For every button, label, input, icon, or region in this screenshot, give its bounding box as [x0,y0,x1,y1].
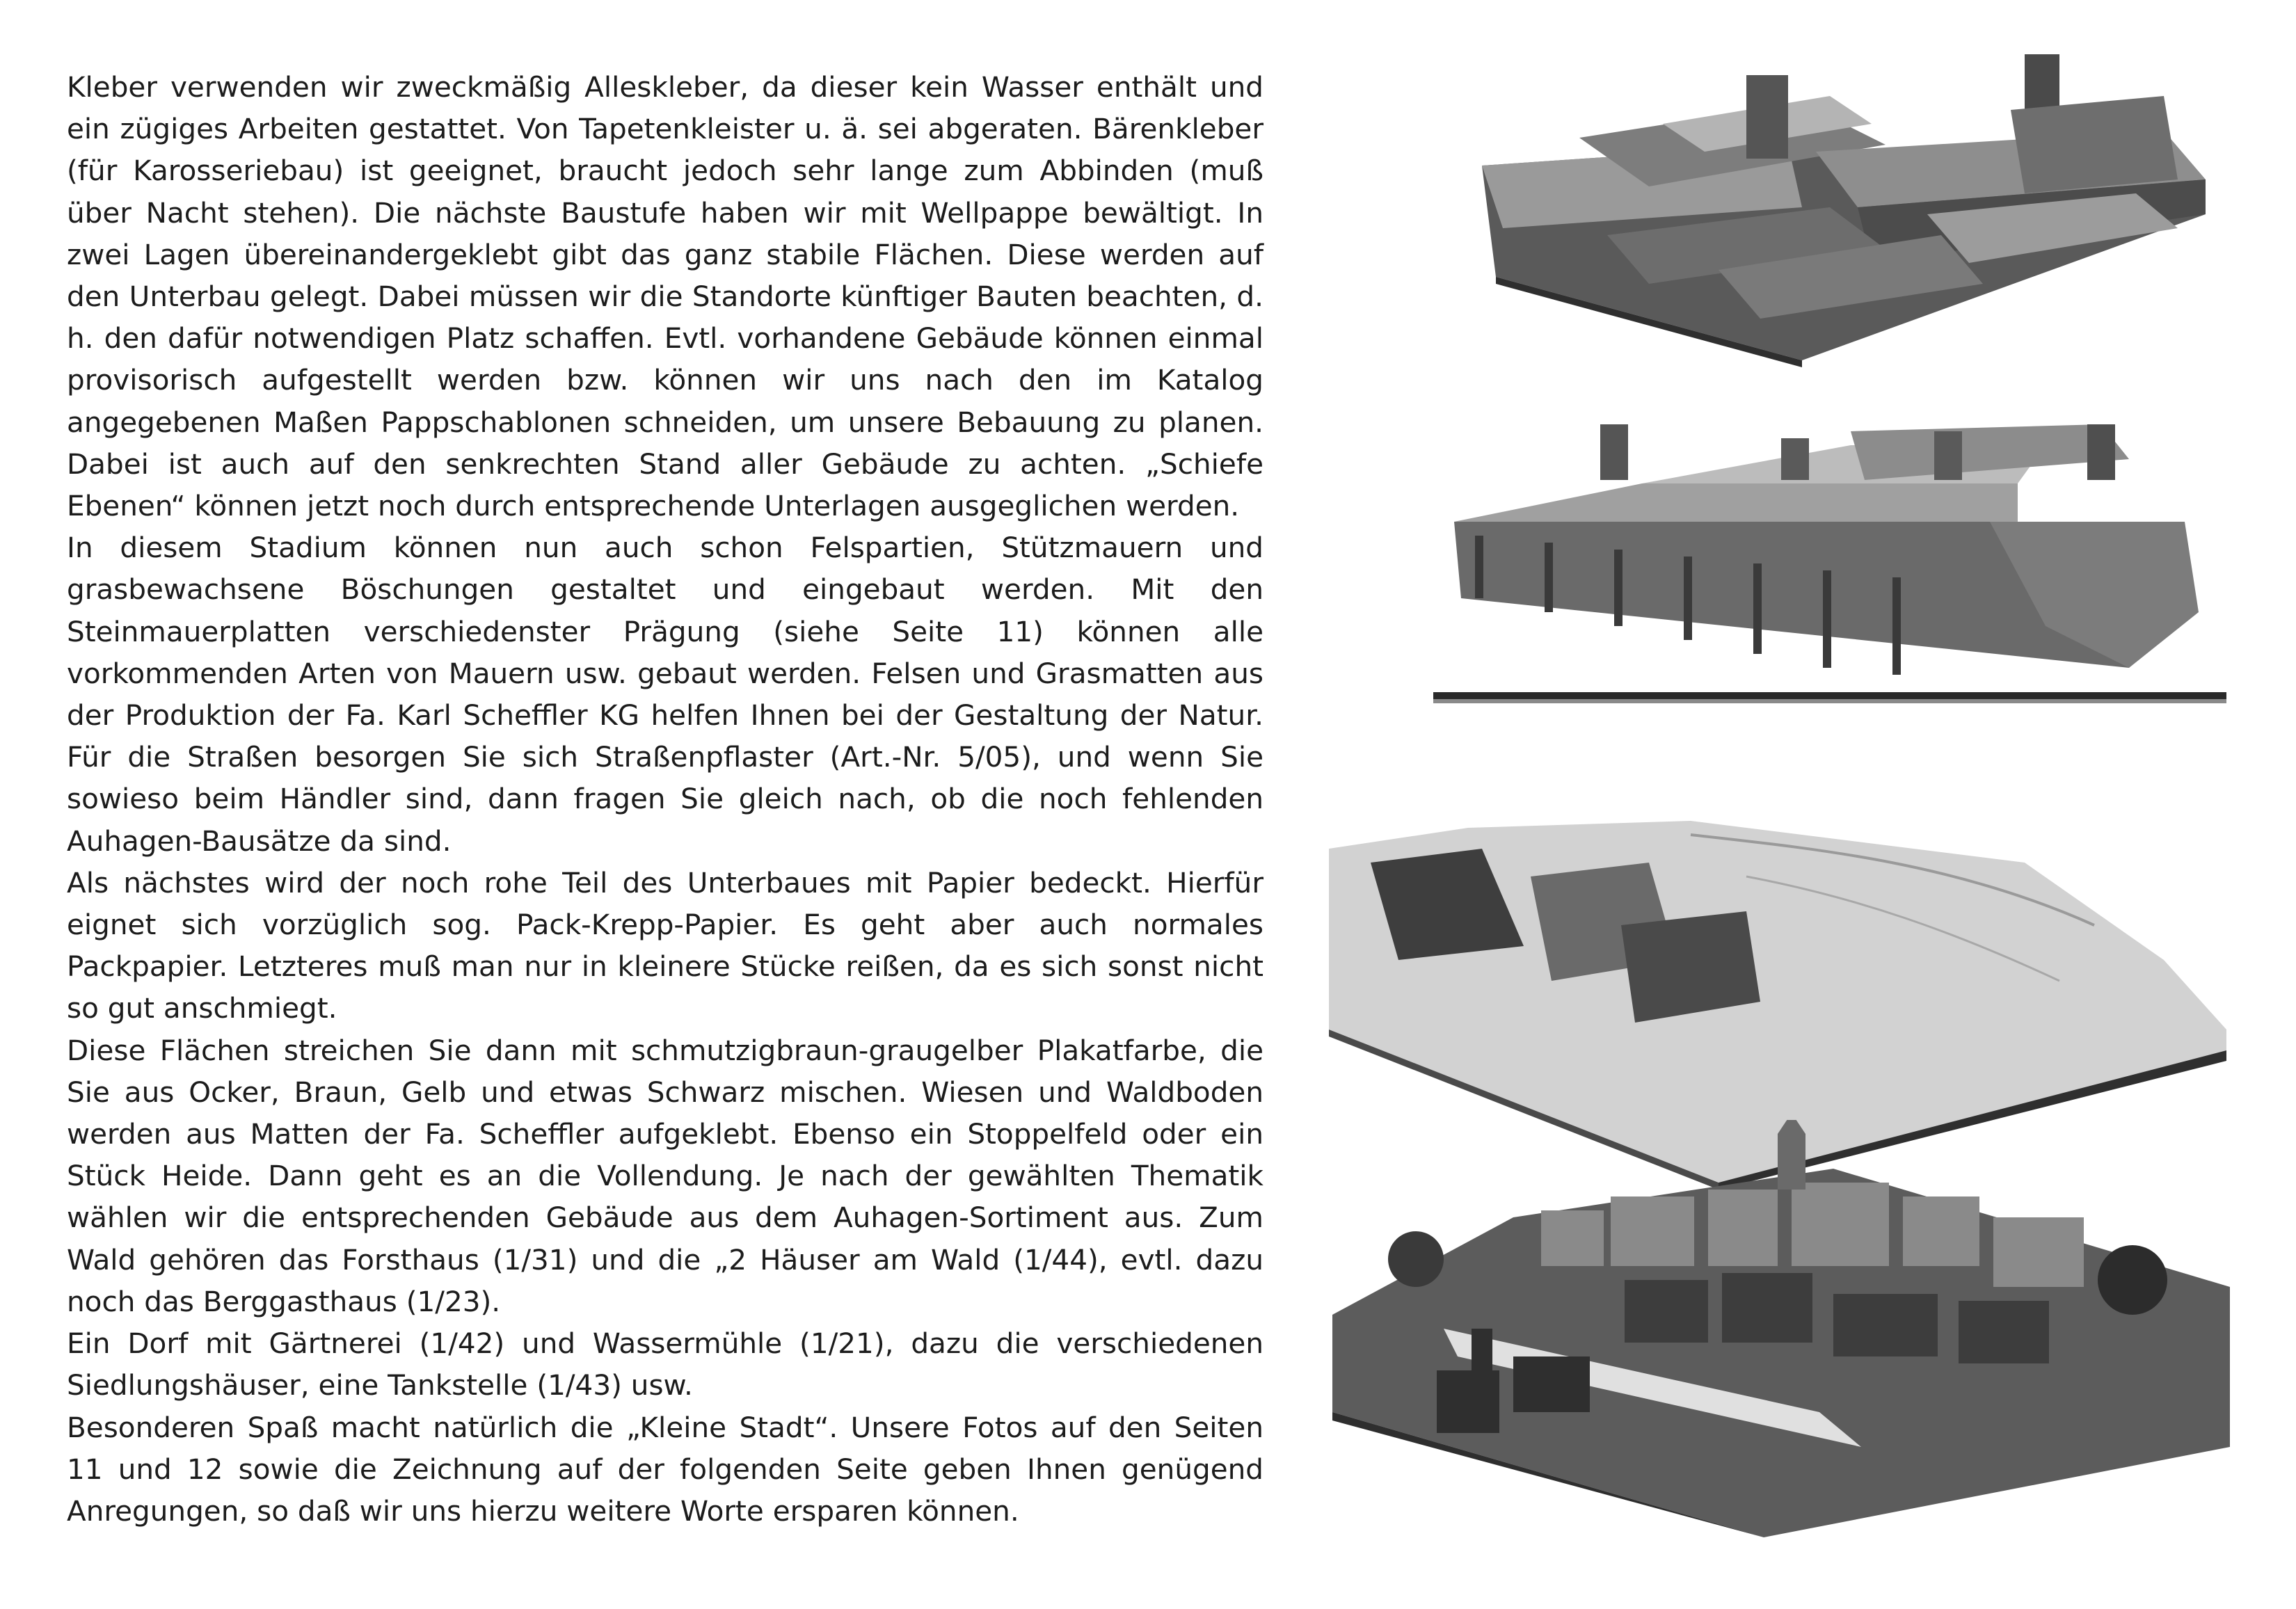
town-illustration [1332,1120,2230,1537]
paragraph-rock-walls: In diesem Stadium können nun auch schon Felspartien, Stützmauern und grasbewachsene Böschungen gestaltet und eingebaut werden. Mit den Steinmauerplatten verschiedenster Prägung (siehe Seite 11) können alle vorkommenden Arten von Mauern usw. gebaut werden. Felsen und Grasmatten aus der Produktion der Fa. Karl Scheffler KG helfen Ihnen bei der Gestaltung der Natur. Für die Straßen besorgen Sie sich Straßenpflaster (Art.-Nr. 5/05), und wenn Sie sowieso beim Händler sind, dann fragen Sie gleich nach, ob die noch fehlenden Auhagen-Bausätze da sind. [67,531,1263,858]
photo-corrugated-layers [1433,417,2226,744]
paragraph-village: Ein Dorf mit Gärtnerei (1/42) und Wassermühle (1/21), dazu die verschiedenen Siedlungshäuser, eine Tankstelle (1/43) usw. [67,1327,1263,1402]
paragraph-painting: Diese Flächen streichen Sie dann mit schmutzigbraun-graugelber Plakatfarbe, die Sie aus Ocker, Braun, Gelb und etwas Schwarz mischen. Wiesen und Waldboden werden aus Matten der Fa. Scheffler aufgeklebt. Ebenso ein Stoppelfeld oder ein Stück Heide. Dann geht es an die Vollendung. Je nach der gewählten Thematik wählen wir die entsprechenden Gebäude aus dem Auhagen-Sortiment aus. Zum Wald gehören das Forsthaus (1/31) und die „2 Häuser am Wald (1/44), evtl. dazu noch das Berggasthaus (1/23). [67,1033,1263,1318]
paragraph-small-town: Besonderen Spaß macht natürlich die „Kleine Stadt“. Unsere Fotos auf den Seiten 11 und 12 sowie die Zeichnung auf der folgenden Seite geben Ihnen genügend Anregungen, so daß wir uns hierzu weitere Worte ersparen können. [67,1410,1263,1528]
paragraph-paper-covering: Als nächstes wird der noch rohe Teil des Unterbaues mit Papier bedeckt. Hierfür eignet sich vorzüglich sog. Pack-Krepp-Papier. Es geht aber auch normales Packpapier. Letzteres muß man nur in kleinere Stücke reißen, da es sich sonst nicht so gut anschmiegt. [67,865,1263,1025]
photo-cardboard-frame [1440,54,2219,367]
photo-finished-town [1332,1120,2230,1537]
body-text-column [67,66,1263,1532]
frame-illustration [1482,54,2206,367]
paragraph-adhesive: Kleber verwenden wir zweckmäßig Alleskleber, da dieser kein Wasser enthält und ein zügiges Arbeiten gestattet. Von Tapetenkleister u. ä. sei abgeraten. Bärenkleber (für Karosseriebau) ist geeignet, braucht jedoch sehr lange zum Abbinden (muß über Nacht stehen). Die nächste Baustufe haben wir mit Wellpappe bewältigt. In zwei Lagen übereinandergeklebt gibt das ganz stabile Flächen. Diese werden auf den Unterbau gelegt. Dabei müssen wir die Standorte künftiger Bauten beachten, d. h. den dafür notwendigen Platz schaffen. Evtl. vorhandene Gebäude können einmal provisorisch aufgestellt werden bzw. können wir uns nach den im Katalog angegebenen Maßen Pappschablonen schneiden, um unsere Bebauung zu planen. Dabei ist auch auf den senkrechten Stand aller Gebäude zu achten. „Schiefe Ebenen“ können jetzt noch durch entsprechende Unterlagen ausgeglichen werden. [67,70,1263,523]
corrugated-illustration [1433,424,2226,703]
